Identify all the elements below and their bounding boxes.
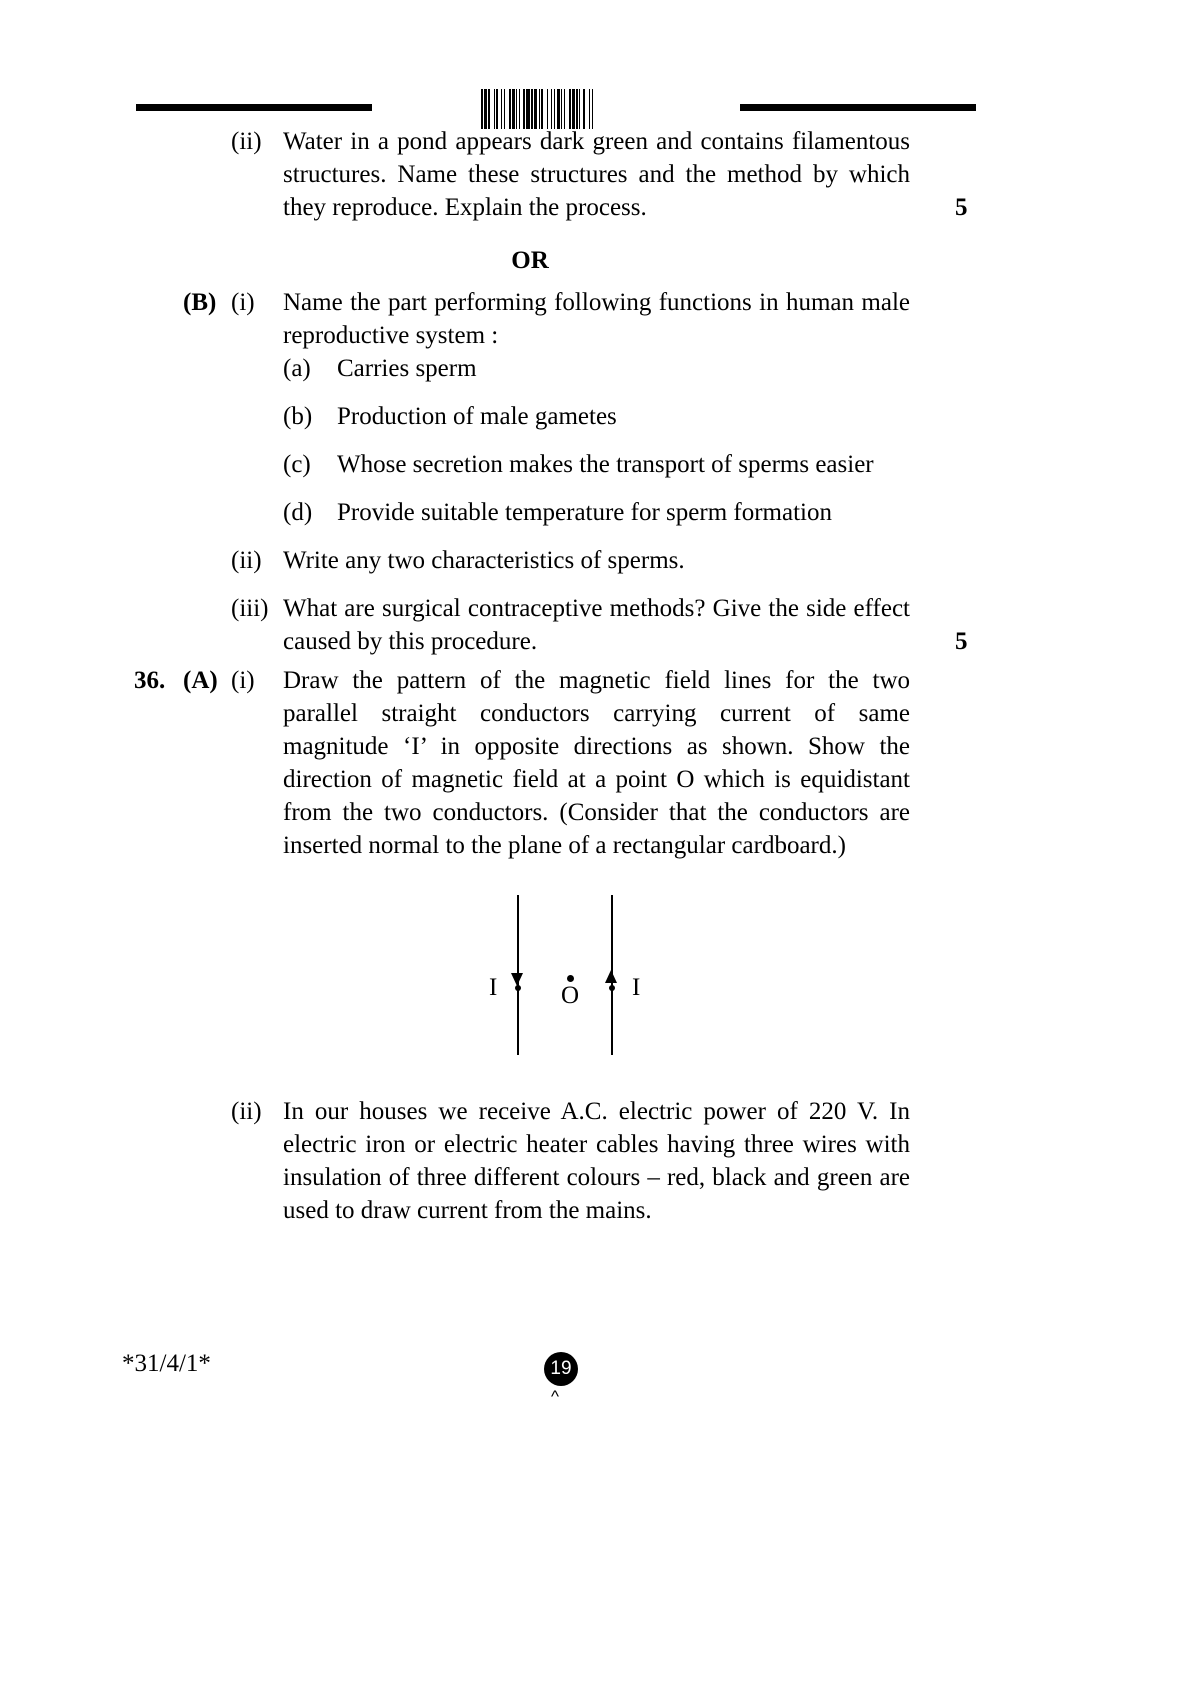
option-letter-A: (A) [183, 667, 218, 694]
question-35-ii [0, 125, 1190, 224]
point-o-label: O [560, 982, 580, 1009]
page-number-badge: 19 [544, 1352, 578, 1386]
sub-label-a: (a) [283, 355, 311, 382]
question-b-iii-text: What are surgical contraceptive methods? Give the side effect caused by this procedure. [283, 595, 910, 655]
sub-item-c [0, 448, 1190, 496]
or-divider-row [0, 224, 1190, 286]
question-b-i [0, 286, 1190, 352]
roman-label-ii: (ii) [231, 128, 262, 155]
barcode [481, 89, 641, 129]
roman-label-b-iii: (iii) [231, 595, 269, 622]
point-o-dot-icon [567, 975, 574, 982]
header-rule-right [740, 104, 976, 111]
question-36-a-ii-block [0, 1095, 1190, 1227]
roman-label-b-ii: (ii) [231, 547, 262, 574]
sub-item-d [0, 496, 1190, 544]
sub-item-b [0, 400, 1190, 448]
two-parallel-conductors-diagram [0, 895, 1190, 1085]
paper-code: *31/4/1* [122, 1350, 211, 1377]
sub-item-a [0, 352, 1190, 400]
point-o-marker [560, 975, 580, 1008]
question-36-a-ii-text: In our houses we receive A.C. electric power of 220 V. In electric iron or electric heater cables having three wires with insulation of three different colours – red, black and green are used to draw current from the mains. [283, 1098, 910, 1224]
question-36-a-ii [0, 1095, 1190, 1227]
right-current-label: I [632, 974, 641, 1001]
question-number-36: 36. [134, 667, 166, 694]
question-b-ii [0, 544, 1190, 592]
left-conductor-point [515, 985, 521, 991]
sub-label-c: (c) [283, 451, 311, 478]
marks-b: 5 [955, 628, 968, 655]
or-divider: OR [511, 247, 549, 274]
left-current-label: I [489, 974, 498, 1001]
question-b-ii-text: Write any two characteristics of sperms. [283, 547, 685, 574]
sub-label-d: (d) [283, 499, 313, 526]
marks-35-ii: 5 [955, 194, 968, 221]
question-body [0, 125, 1190, 884]
roman-label-b-i: (i) [231, 289, 255, 316]
roman-label-36-ii: (ii) [231, 1098, 262, 1125]
sub-item-b-text: Production of male gametes [337, 403, 617, 430]
option-letter-B: (B) [183, 289, 217, 316]
header-rule-left [136, 104, 372, 111]
question-b-i-stem: Name the part performing following functions in human male reproductive system : [283, 289, 910, 349]
sub-label-b: (b) [283, 403, 313, 430]
caret-marker: ^ [551, 1387, 559, 1406]
roman-label-36-i: (i) [231, 667, 255, 694]
barcode-bar [593, 89, 596, 129]
question-36-a-i [0, 664, 1190, 884]
sub-item-a-text: Carries sperm [337, 355, 477, 382]
sub-item-c-text: Whose secretion makes the transport of sperms easier [337, 451, 874, 478]
question-36-a-i-text: Draw the pattern of the magnetic field lines for the two parallel straight conductors carrying current of same magnitude ‘I’ in opposite directions as shown. Show the direction of magnetic field at a point O which is equidistant from the two conductors. (Consider that the conductors are inserted normal to the plane of a rectangular cardboard.) [283, 667, 910, 859]
sub-item-d-text: Provide suitable temperature for sperm formation [337, 499, 832, 526]
current-arrow-up-icon [605, 970, 617, 983]
question-b-iii [0, 592, 1190, 664]
page-footer [0, 1340, 1190, 1430]
right-conductor-point [609, 985, 615, 991]
question-35-ii-text: Water in a pond appears dark green and contains filamentous structures. Name these structures and the method by which they reproduce. Explain the process. [283, 128, 910, 221]
